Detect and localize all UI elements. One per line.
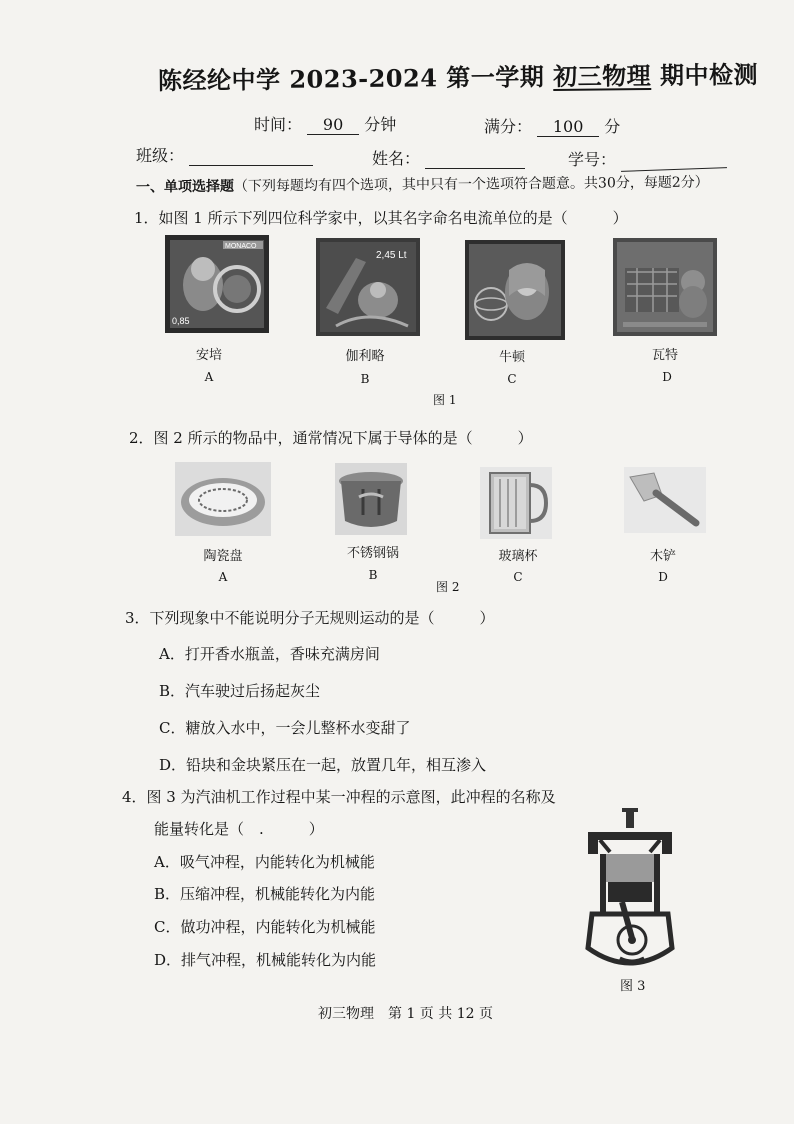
question-1: 1．如图 1 所示下列四位科学家中，以其名字命名电流单位的是（ ） bbox=[134, 209, 628, 227]
q3-option-a: A．打开香水瓶盖，香味充满房间 bbox=[159, 645, 380, 663]
q1-letter-a: A bbox=[204, 370, 214, 384]
q2-letter-a: A bbox=[218, 570, 228, 584]
q1-caption-b: 伽利略 bbox=[345, 349, 385, 364]
stamp-watt-image bbox=[613, 238, 717, 336]
time-value: 90 bbox=[307, 115, 359, 135]
score-value: 100 bbox=[537, 117, 599, 137]
q3-option-b: B．汽车驶过后扬起灰尘 bbox=[159, 682, 321, 700]
stamp-a-value: 0,85 bbox=[172, 316, 190, 326]
section-note: （下列每题均有四个选项，其中只有一个选项符合题意。共30分，每题2分） bbox=[233, 174, 709, 195]
time-label: 时间： bbox=[254, 115, 303, 134]
score-unit: 分 bbox=[604, 117, 621, 136]
figure-2-label: 图 2 bbox=[436, 580, 460, 594]
figure-3-label: 图 3 bbox=[620, 979, 646, 994]
q4-option-c: C．做功冲程，内能转化为机械能 bbox=[154, 918, 376, 936]
q2-caption-c: 玻璃杯 bbox=[498, 549, 538, 564]
q2-letter-d: D bbox=[658, 570, 668, 584]
section-heading bbox=[136, 172, 709, 197]
stamp-galileo-image bbox=[316, 238, 420, 336]
time-unit: 分钟 bbox=[364, 115, 397, 134]
q2-caption-b: 不锈钢锅 bbox=[346, 546, 399, 561]
score-label: 满分： bbox=[484, 117, 533, 136]
question-2: 2．图 2 所示的物品中，通常情况下属于导体的是（ ） bbox=[129, 429, 533, 447]
stamp-newton-image bbox=[465, 240, 565, 340]
q1-caption-a: 安培 bbox=[195, 348, 222, 363]
q1-letter-b: B bbox=[360, 372, 370, 386]
name-label: 姓名： bbox=[372, 149, 421, 168]
q1-letter-d: D bbox=[662, 370, 672, 384]
question-4-line1: 4．图 3 为汽油机工作过程中某一冲程的示意图，此冲程的名称及 bbox=[122, 788, 556, 806]
glass-cup-image bbox=[480, 467, 552, 539]
wooden-spatula-image bbox=[624, 467, 706, 533]
question-4-line2: 能量转化是（ . ） bbox=[154, 820, 324, 838]
stamp-b-text: 2,45 Lt bbox=[376, 250, 407, 261]
q1-caption-d: 瓦特 bbox=[651, 348, 678, 363]
stamp-a-text: MONACO bbox=[225, 243, 257, 250]
q2-caption-a: 陶瓷盘 bbox=[203, 549, 243, 564]
exam-title bbox=[158, 55, 758, 96]
section-title: 一、单项选择题 bbox=[135, 178, 235, 196]
stamp-ampere-image bbox=[165, 235, 269, 333]
page-footer: 初三物理 第 1 页 共 12 页 bbox=[318, 1006, 493, 1022]
ceramic-plate-image bbox=[175, 462, 271, 536]
question-3: 3．下列现象中不能说明分子无规则运动的是（ ） bbox=[125, 609, 495, 627]
q4-option-b: B．压缩冲程，机械能转化为内能 bbox=[154, 885, 376, 903]
class-blank[interactable] bbox=[189, 165, 313, 166]
id-label: 学号： bbox=[568, 150, 617, 169]
class-label: 班级： bbox=[136, 146, 185, 165]
figure-1-label: 图 1 bbox=[433, 393, 457, 407]
name-blank[interactable] bbox=[425, 168, 525, 169]
score-line bbox=[484, 114, 620, 137]
title-subject: 初三物理 bbox=[552, 60, 652, 92]
title-prefix: 陈经纶中学 2023-2024 第一学期 bbox=[157, 62, 545, 96]
q2-caption-d: 木铲 bbox=[649, 549, 676, 564]
engine-cylinder-diagram bbox=[582, 808, 682, 972]
time-line bbox=[254, 112, 396, 135]
name-field bbox=[372, 146, 525, 169]
id-field bbox=[568, 147, 727, 170]
class-field bbox=[136, 143, 313, 166]
title-suffix: 期中检测 bbox=[659, 59, 759, 90]
q4-option-a: A．吸气冲程，内能转化为机械能 bbox=[154, 853, 375, 871]
q2-letter-b: B bbox=[368, 568, 378, 582]
q2-letter-c: C bbox=[513, 570, 523, 584]
q1-letter-c: C bbox=[507, 372, 517, 386]
steel-pot-image bbox=[335, 463, 407, 535]
q4-option-d: D．排气冲程，机械能转化为内能 bbox=[154, 951, 377, 969]
q1-caption-c: 牛顿 bbox=[498, 350, 525, 365]
q3-option-c: C．糖放入水中，一会儿整杯水变甜了 bbox=[159, 719, 411, 737]
q3-option-d: D．铅块和金块紧压在一起，放置几年，相互渗入 bbox=[159, 756, 487, 774]
